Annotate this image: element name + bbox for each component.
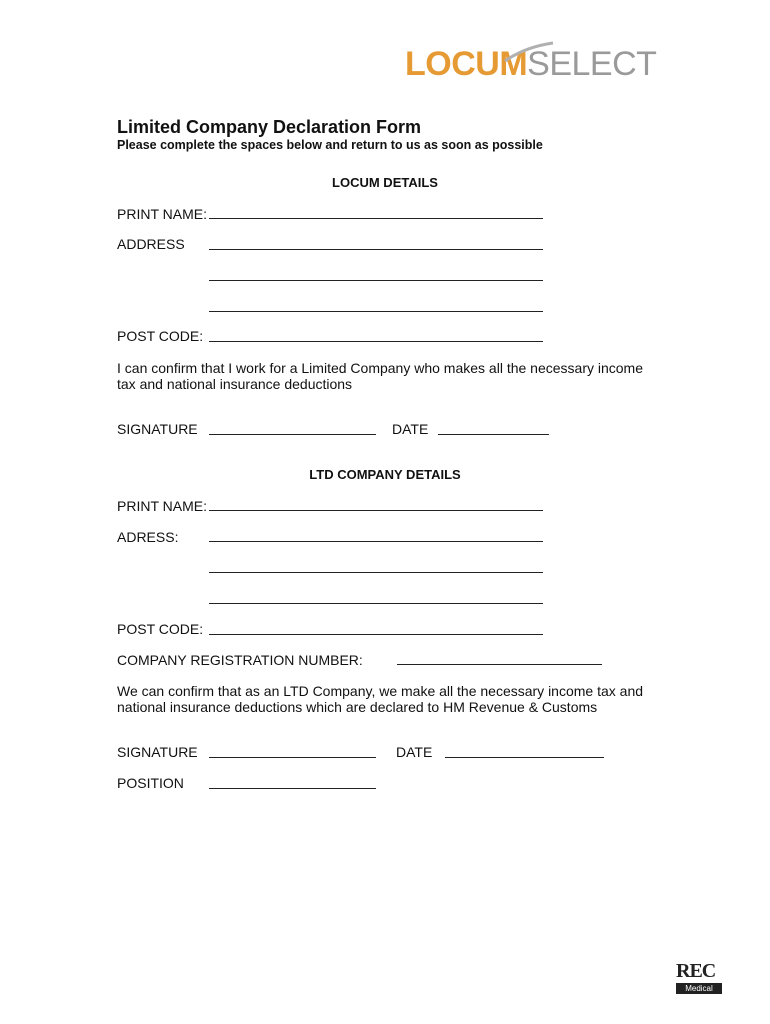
locum-address-line-3[interactable] [209,311,543,312]
ltd-confirmation-text: We can confirm that as an LTD Company, we make all the necessary income tax and national insurance deductions which are declared to HM Revenue & Customs [117,683,644,715]
ltd-date-field[interactable] [445,757,604,758]
ltd-address-line-3[interactable] [209,603,543,604]
locum-address-line-2[interactable] [209,280,543,281]
ltd-address-line-1[interactable] [209,541,543,542]
ltd-print-name-label: PRINT NAME: [117,498,207,514]
locum-post-code-field[interactable] [209,341,543,342]
logo-locum-text: LOCUM [405,45,528,83]
ltd-company-details-heading: LTD COMPANY DETAILS [309,467,461,482]
locum-details-heading: LOCUM DETAILS [332,175,438,190]
rec-logo-medical-text: Medical [676,983,722,994]
ltd-post-code-field[interactable] [209,634,543,635]
locum-print-name-label: PRINT NAME: [117,206,207,222]
ltd-address-label: ADRESS: [117,529,179,545]
locum-confirmation-text: I can confirm that I work for a Limited Company who makes all the necessary income tax and national insurance deductions [117,360,643,392]
locum-date-label: DATE [392,421,429,437]
locum-signature-label: SIGNATURE [117,421,198,437]
locum-address-line-1[interactable] [209,249,543,250]
logo-swoosh-icon [503,41,555,65]
locum-post-code-label: POST CODE: [117,328,204,344]
form-subtitle: Please complete the spaces below and return to us as soon as possible [117,138,543,152]
ltd-address-line-2[interactable] [209,572,543,573]
rec-medical-logo [676,960,722,994]
rec-logo-text: REC [676,960,716,982]
locum-signature-field[interactable] [209,434,376,435]
locum-print-name-field[interactable] [209,218,543,219]
ltd-post-code-label: POST CODE: [117,621,204,637]
ltd-signature-label: SIGNATURE [117,744,198,760]
logo-select-text: SELECT [527,45,657,83]
ltd-signature-field[interactable] [209,757,376,758]
locum-select-logo [405,45,656,84]
locum-date-field[interactable] [438,434,549,435]
ltd-reg-number-field[interactable] [397,664,602,665]
ltd-position-field[interactable] [209,788,376,789]
form-title: Limited Company Declaration Form [117,117,422,137]
locum-address-label: ADDRESS [117,236,185,252]
ltd-reg-number-label: COMPANY REGISTRATION NUMBER: [117,652,363,668]
ltd-print-name-field[interactable] [209,510,543,511]
ltd-position-label: POSITION [117,775,184,791]
ltd-date-label: DATE [396,744,433,760]
